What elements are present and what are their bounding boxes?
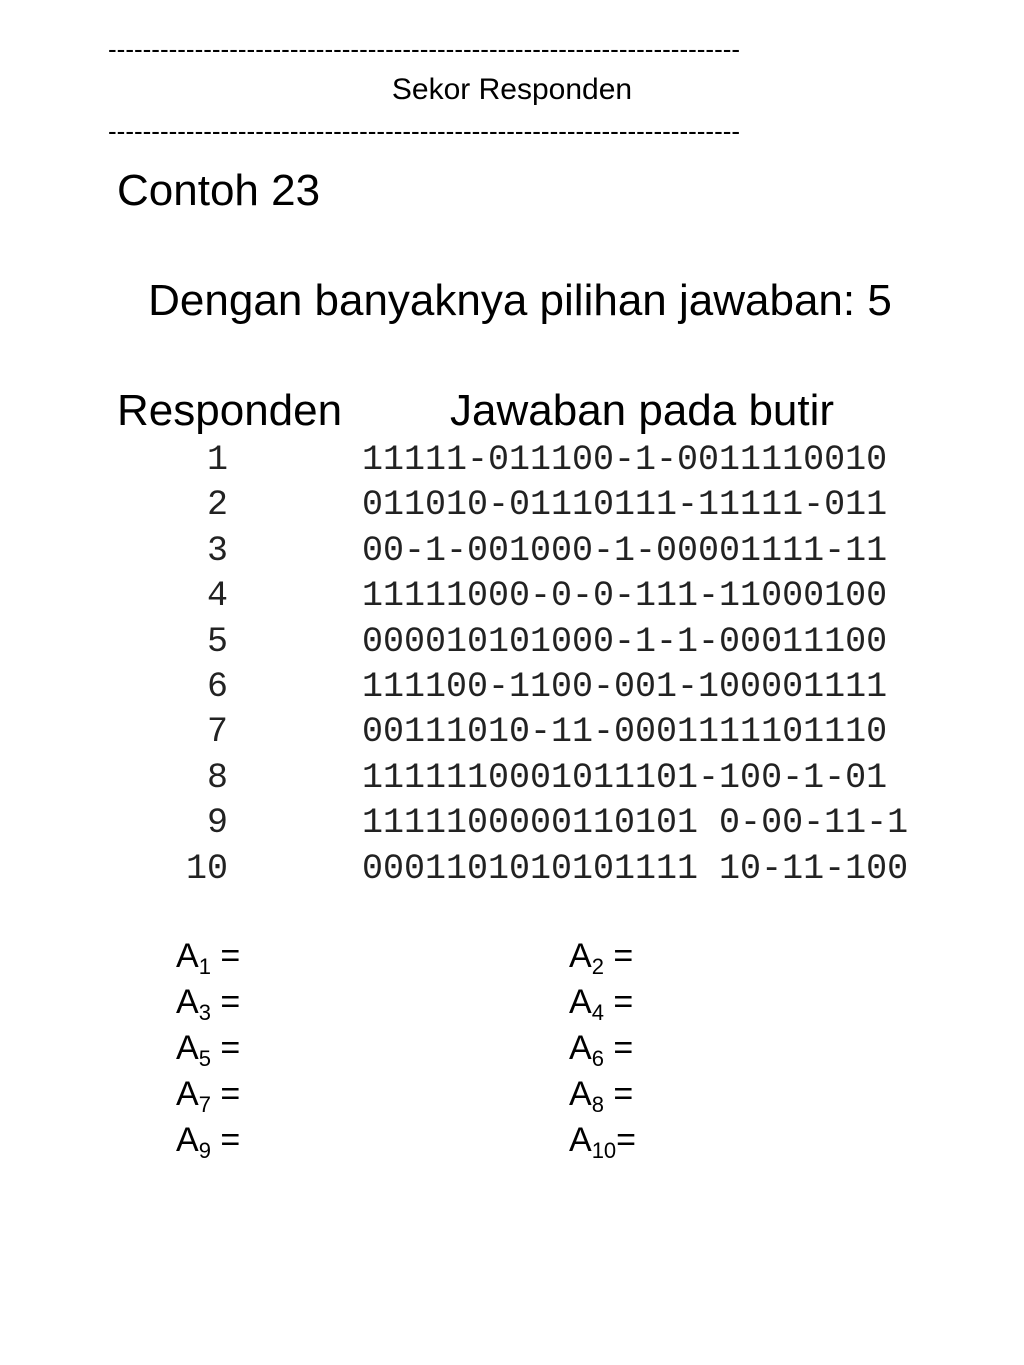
table-row [0, 438, 1024, 483]
column-header-respondent: Responden [117, 386, 343, 435]
score-item: $A_8$ = [569, 1075, 634, 1117]
respondent-number: 4 [206, 576, 228, 617]
respondent-number: 2 [206, 485, 228, 526]
score-item: $A_5$ = [176, 1029, 241, 1071]
score-item: $A_1$ = [176, 937, 241, 979]
score-item: $A_7$ = [176, 1075, 241, 1117]
table-row [0, 529, 1024, 574]
score-item: $A_3$ = [176, 983, 241, 1025]
answer-string: 0001101010101111 10-11-100 [362, 848, 909, 889]
header-dashes-bottom: ------------------------------------------------------------------------- [108, 118, 741, 144]
header-dashes-top: ------------------------------------------------------------------------- [108, 36, 741, 62]
table-row [0, 620, 1024, 665]
answer-string: 011010-01110111-11111-011 [362, 485, 888, 526]
score-item: $A_{10}=$ [569, 1121, 637, 1163]
subtitle: Dengan banyaknya pilihan jawaban: 5 [148, 276, 892, 325]
column-header-answers: Jawaban pada butir [450, 386, 835, 435]
table-row [0, 756, 1024, 801]
answer-string: 00111010-11-0001111101110 [362, 712, 888, 753]
table-row [0, 710, 1024, 755]
respondent-number: 3 [206, 530, 228, 571]
score-item: $A_9$ = [176, 1121, 241, 1163]
respondent-number: 6 [206, 666, 228, 707]
respondent-number: 10 [185, 848, 228, 889]
respondent-number: 1 [206, 440, 228, 480]
example-title: Contoh 23 [117, 166, 321, 215]
respondent-number: 9 [206, 803, 228, 844]
answer-string: 1111110001011101-100-1-01 [362, 757, 888, 798]
respondent-number: 8 [206, 757, 228, 798]
score-item: $A_2$ = [569, 937, 634, 979]
answer-string: 111100-1100-001-100001111 [362, 666, 888, 707]
answer-string: 1111100000110101 0-00-11-1 [362, 803, 909, 844]
respondent-number: 7 [206, 712, 228, 753]
table-row [0, 801, 1024, 846]
table-row [0, 665, 1024, 710]
answer-string: 000010101000-1-1-00011100 [362, 621, 888, 662]
respondent-number: 5 [206, 621, 228, 662]
score-item: $A_4$ = [569, 983, 634, 1025]
table-row [0, 847, 1024, 892]
score-item: $A_6$ = [569, 1029, 634, 1071]
answer-table [0, 438, 1024, 892]
header-title: Sekor Responden [391, 73, 633, 106]
table-row [0, 483, 1024, 528]
answer-string: 11111000-0-0-111-11000100 [362, 576, 888, 617]
answer-string: 00-1-001000-1-00001111-11 [362, 530, 888, 571]
answer-string: 11111-011100-1-0011110010 [362, 440, 888, 480]
table-row [0, 574, 1024, 619]
